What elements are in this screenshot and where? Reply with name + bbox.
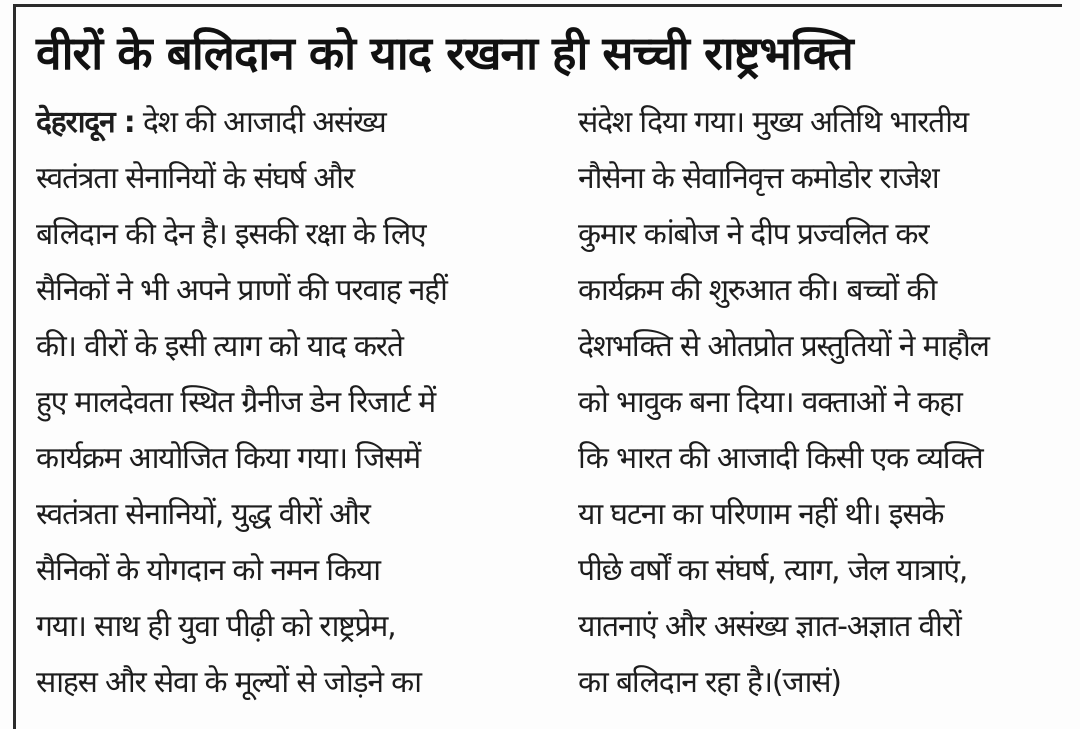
article-line: का बलिदान रहा है।(जासं)	[578, 665, 841, 700]
article-line: की। वीरों के इसी त्याग को याद करते	[36, 329, 403, 364]
article-line: कार्यक्रम आयोजित किया गया। जिसमें	[36, 441, 420, 476]
article-line: साहस और सेवा के मूल्यों से जोड़ने का	[36, 665, 421, 700]
article-line: कुमार कांबोज ने दीप प्रज्वलित कर	[578, 217, 929, 252]
article-line: बलिदान की देन है। इसकी रक्षा के लिए	[36, 217, 426, 252]
left-border-rule	[13, 4, 16, 729]
article-line: या घटना का परिणाम नहीं थी। इसके	[578, 497, 944, 532]
article-line: कार्यक्रम की शुरुआत की। बच्चों की	[578, 273, 937, 308]
article-line	[36, 95, 536, 151]
article-line: स्वतंत्रता सेनानियों के संघर्ष और	[36, 161, 354, 196]
article-column-right	[578, 95, 1068, 711]
top-border-rule	[16, 4, 1062, 7]
article-line: पीछे वर्षों का संघर्ष, त्याग, जेल यात्राएं,	[578, 553, 968, 588]
article-line-text: देश की आजादी असंख्य	[134, 105, 386, 140]
article-line: देशभक्ति से ओतप्रोत प्रस्तुतियों ने माहौल	[578, 329, 989, 364]
article-line: हुए मालदेवता स्थित ग्रैनीज डेन रिजार्ट में	[36, 385, 436, 420]
article-line: गया। साथ ही युवा पीढ़ी को राष्ट्रप्रेम,	[36, 609, 396, 644]
dateline: देहरादून :	[36, 105, 135, 140]
article-column-left	[36, 95, 536, 711]
article-line: कि भारत की आजादी किसी एक व्यक्ति	[578, 441, 983, 476]
article-line: सैनिकों के योगदान को नमन किया	[36, 553, 380, 588]
article-line: नौसेना के सेवानिवृत्त कमोडोर राजेश	[578, 161, 939, 196]
article-line: संदेश दिया गया। मुख्य अतिथि भारतीय	[578, 105, 969, 140]
article-line: को भावुक बना दिया। वक्ताओं ने कहा	[578, 385, 962, 420]
article-line: स्वतंत्रता सेनानियों, युद्ध वीरों और	[36, 497, 370, 532]
article-line: यातनाएं और असंख्य ज्ञात-अज्ञात वीरों	[578, 609, 961, 644]
article-headline: वीरों के बलिदान को याद रखना ही सच्ची राष्ट्रभक्ति	[36, 26, 853, 80]
article-line: सैनिकों ने भी अपने प्राणों की परवाह नहीं	[36, 273, 447, 308]
